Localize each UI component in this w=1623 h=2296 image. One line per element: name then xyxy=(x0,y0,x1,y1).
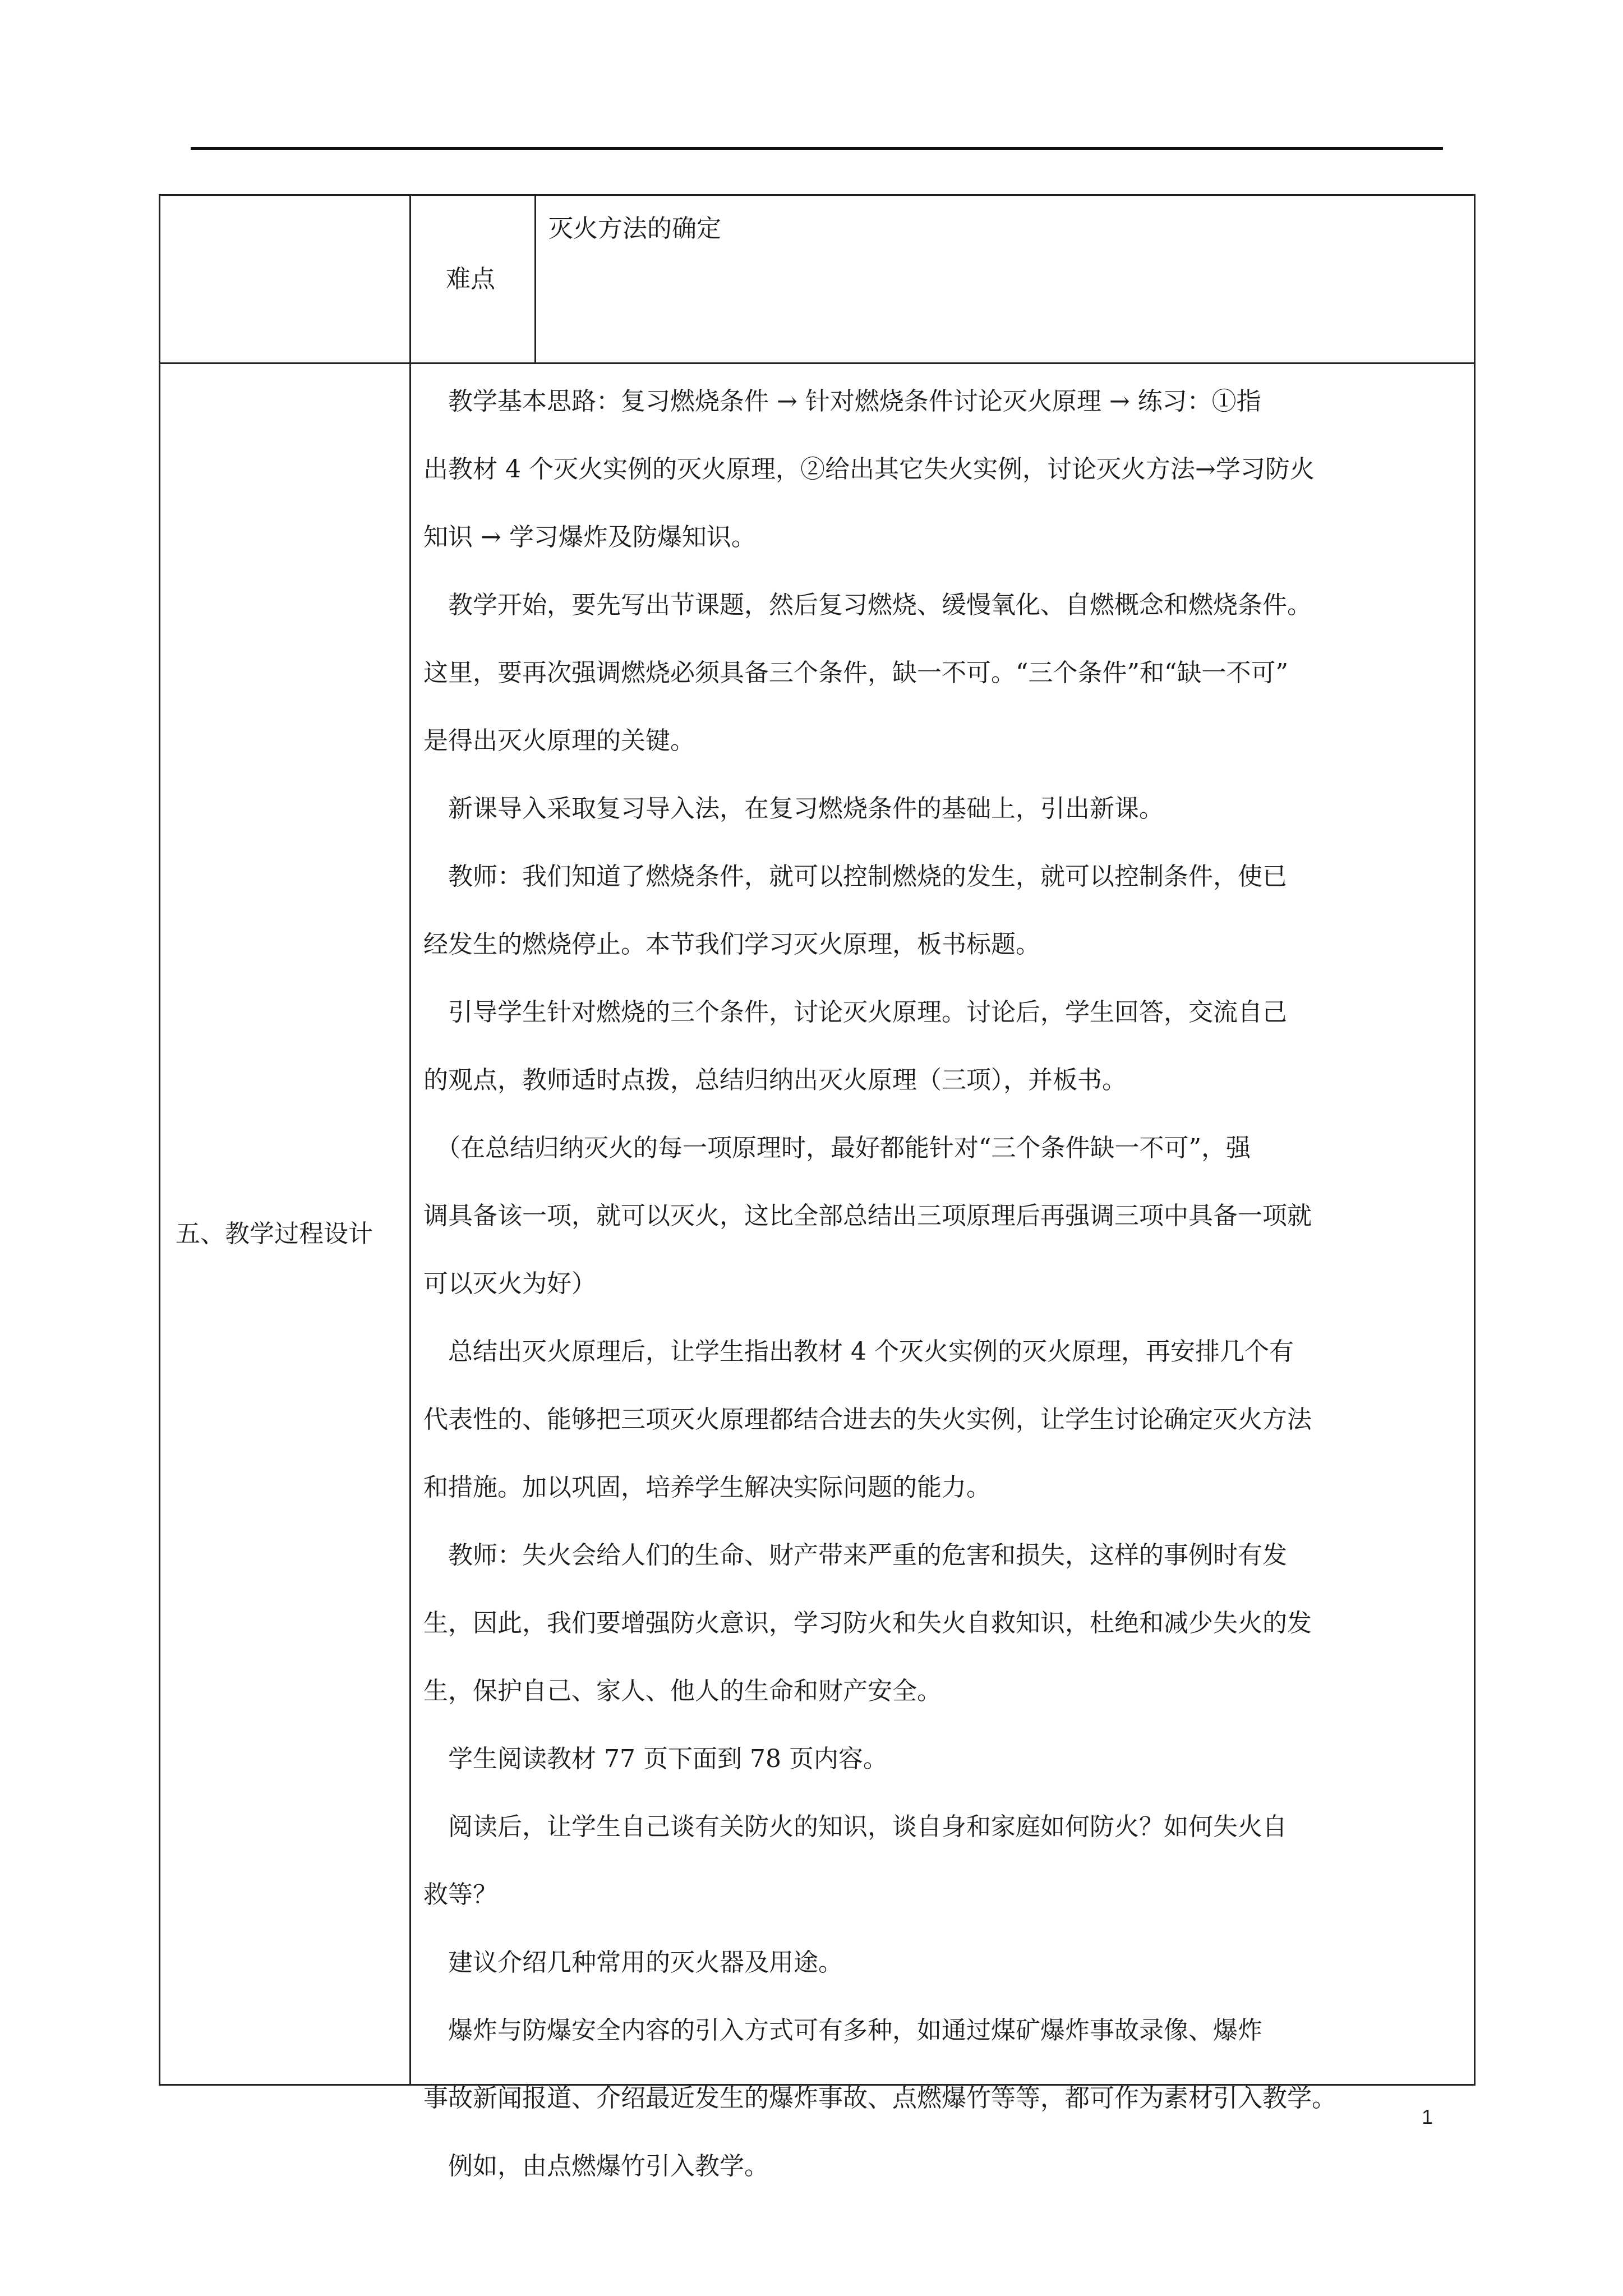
page-number: 1 xyxy=(1422,2105,1433,2128)
body-line: 事故新闻报道、介绍最近发生的爆炸事故、点燃爆竹等等，都可作为素材引入教学。 xyxy=(423,2084,1336,2113)
body-line: 教学开始，要先写出节课题，然后复习燃烧、缓慢氧化、自燃概念和燃烧条件。 xyxy=(423,591,1312,619)
body-line: 例如，由点燃爆竹引入教学。 xyxy=(423,2152,769,2180)
body-line: 教师：失火会给人们的生命、财产带来严重的危害和损失，这样的事例时有发 xyxy=(423,1541,1287,1570)
difficulty-label: 难点 xyxy=(446,265,495,293)
header-rule xyxy=(191,147,1443,150)
body-line: （在总结归纳灭火的每一项原理时，最好都能针对“三个条件缺一不可”，强 xyxy=(423,1134,1251,1162)
body-line: 可以灭火为好） xyxy=(423,1269,596,1298)
body-line: 救等？ xyxy=(423,1880,497,1909)
body-line: 阅读后，让学生自己谈有关防火的知识，谈自身和家庭如何防火？如何失火自 xyxy=(423,1812,1287,1841)
body-line: 建议介绍几种常用的灭火器及用途。 xyxy=(423,1948,843,1977)
body-line: 这里，要再次强调燃烧必须具备三个条件，缺一不可。“三个条件”和“缺一不可” xyxy=(423,659,1288,687)
body-line: 代表性的、能够把三项灭火原理都结合进去的失火实例，让学生讨论确定灭火方法 xyxy=(423,1405,1312,1434)
body-line: 学生阅读教材 77 页下面到 78 页内容。 xyxy=(423,1745,888,1773)
body-line: 调具备该一项，就可以灭火，这比全部总结出三项原理后再强调三项中具备一项就 xyxy=(423,1202,1312,1230)
body-line: 爆炸与防爆安全内容的引入方式可有多种，如通过煤矿爆炸事故录像、爆炸 xyxy=(423,2016,1262,2045)
difficulty-content: 灭火方法的确定 xyxy=(548,214,721,243)
body-line: 知识 → 学习爆炸及防爆知识。 xyxy=(423,523,756,551)
body-line: 生，保护自己、家人、他人的生命和财产安全。 xyxy=(423,1677,942,1705)
body-line: 总结出灭火原理后，让学生指出教材 4 个灭火实例的灭火原理，再安排几个有 xyxy=(423,1337,1294,1366)
teaching-process-body xyxy=(423,367,1464,2200)
section-title: 五、教学过程设计 xyxy=(176,1220,373,1248)
body-line: 和措施。加以巩固，培养学生解决实际问题的能力。 xyxy=(423,1473,991,1502)
table-row-divider xyxy=(159,362,1476,364)
body-line: 是得出灭火原理的关键。 xyxy=(423,726,695,755)
body-line: 出教材 4 个灭火实例的灭火原理，②给出其它失火实例，讨论灭火方法→学习防火 xyxy=(423,455,1315,484)
body-line: 生，因此，我们要增强防火意识，学习防火和失火自救知识，杜绝和减少失火的发 xyxy=(423,1609,1312,1637)
body-line: 引导学生针对燃烧的三个条件，讨论灭火原理。讨论后，学生回答，交流自己 xyxy=(423,998,1287,1027)
table-column-divider-2 xyxy=(534,194,536,364)
body-line: 新课导入采取复习导入法，在复习燃烧条件的基础上，引出新课。 xyxy=(423,794,1164,823)
table-column-divider-1 xyxy=(409,194,411,2086)
body-line: 教师：我们知道了燃烧条件，就可以控制燃烧的发生，就可以控制条件，使已 xyxy=(423,862,1287,891)
body-line: 的观点，教师适时点拨，总结归纳出灭火原理（三项），并板书。 xyxy=(423,1066,1127,1094)
body-line: 经发生的燃烧停止。本节我们学习灭火原理，板书标题。 xyxy=(423,930,1040,959)
body-line: 教学基本思路：复习燃烧条件 → 针对燃烧条件讨论灭火原理 → 练习：①指 xyxy=(423,387,1261,416)
